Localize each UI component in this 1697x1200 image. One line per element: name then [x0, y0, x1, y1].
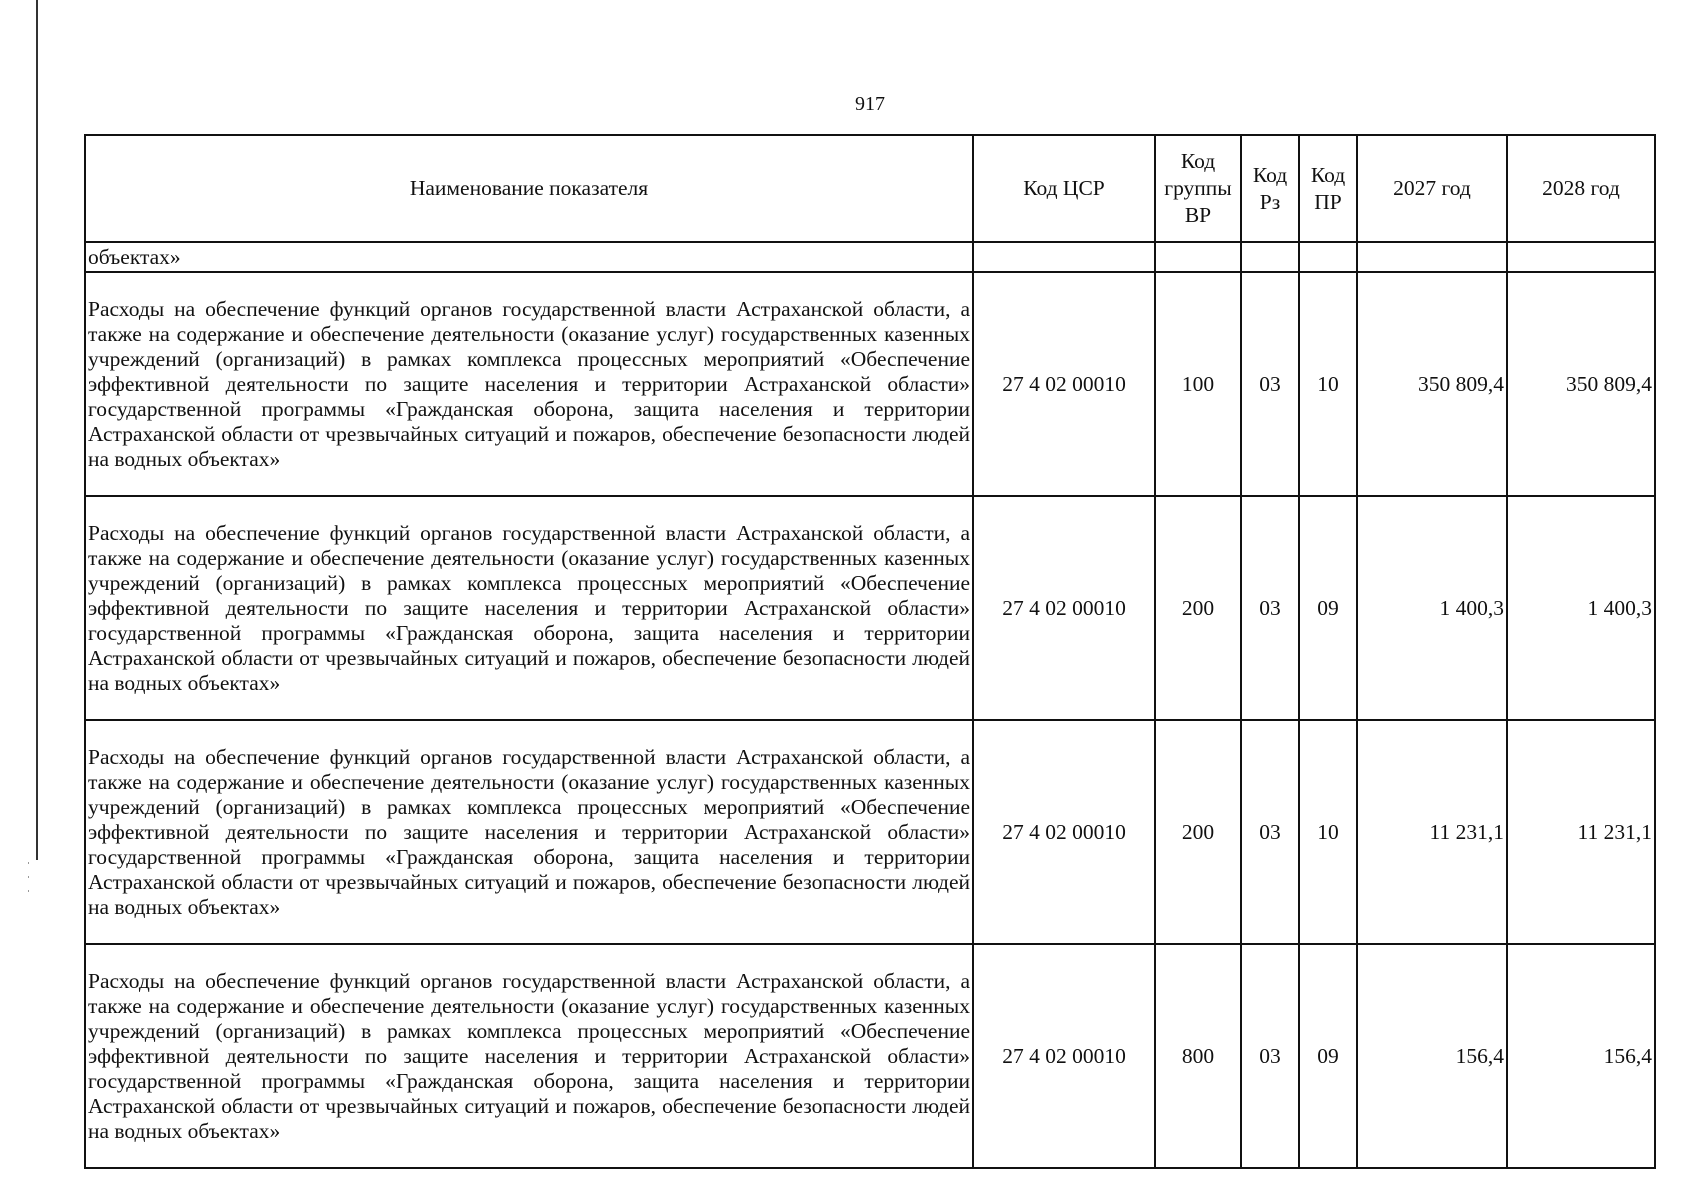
table-row-continuation [85, 242, 1655, 272]
cell-rz [1241, 242, 1299, 272]
header-vr: Код группы ВР [1155, 135, 1241, 242]
table-row [85, 496, 1655, 720]
header-rz: Код Рз [1241, 135, 1299, 242]
header-2028: 2028 год [1507, 135, 1655, 242]
cell-2027: 350 809,4 [1357, 272, 1507, 496]
cell-csr: 27 4 02 00010 [973, 272, 1155, 496]
cell-name: объектах» [85, 242, 973, 272]
cell-csr: 27 4 02 00010 [973, 720, 1155, 944]
cell-rz: 03 [1241, 944, 1299, 1168]
binding-mark [28, 876, 29, 878]
table-row [85, 272, 1655, 496]
header-2027: 2027 год [1357, 135, 1507, 242]
header-name: Наименование показателя [85, 135, 973, 242]
cell-2027 [1357, 242, 1507, 272]
cell-2028: 11 231,1 [1507, 720, 1655, 944]
cell-vr: 200 [1155, 720, 1241, 944]
cell-name: Расходы на обеспечение функций органов государственной власти Астраханской области, а также на содержание и обеспечение деятельности (оказание услуг) государственных казенных учреждений (организаций) в рамках комплекса процессных мероприятий «Обеспечение эффективной деятельности по защите населения и территории Астраханской области» государственной программы «Гражданская оборона, защита населения и территории Астраханской области от чрезвычайных ситуаций и пожаров, обеспечение безопасности людей на водных объектах» [85, 496, 973, 720]
binding-mark [28, 862, 29, 864]
cell-name: Расходы на обеспечение функций органов государственной власти Астраханской области, а также на содержание и обеспечение деятельности (оказание услуг) государственных казенных учреждений (организаций) в рамках комплекса процессных мероприятий «Обеспечение эффективной деятельности по защите населения и территории Астраханской области» государственной программы «Гражданская оборона, защита населения и территории Астраханской области от чрезвычайных ситуаций и пожаров, обеспечение безопасности людей на водных объектах» [85, 720, 973, 944]
cell-pr: 09 [1299, 496, 1357, 720]
cell-rz: 03 [1241, 272, 1299, 496]
cell-csr: 27 4 02 00010 [973, 944, 1155, 1168]
cell-csr: 27 4 02 00010 [973, 496, 1155, 720]
cell-rz: 03 [1241, 496, 1299, 720]
budget-table [84, 134, 1656, 1169]
cell-name: Расходы на обеспечение функций органов государственной власти Астраханской области, а также на содержание и обеспечение деятельности (оказание услуг) государственных казенных учреждений (организаций) в рамках комплекса процессных мероприятий «Обеспечение эффективной деятельности по защите населения и территории Астраханской области» государственной программы «Гражданская оборона, защита населения и территории Астраханской области от чрезвычайных ситуаций и пожаров, обеспечение безопасности людей на водных объектах» [85, 944, 973, 1168]
cell-name: Расходы на обеспечение функций органов государственной власти Астраханской области, а также на содержание и обеспечение деятельности (оказание услуг) государственных казенных учреждений (организаций) в рамках комплекса процессных мероприятий «Обеспечение эффективной деятельности по защите населения и территории Астраханской области» государственной программы «Гражданская оборона, защита населения и территории Астраханской области от чрезвычайных ситуаций и пожаров, обеспечение безопасности людей на водных объектах» [85, 272, 973, 496]
cell-2028: 156,4 [1507, 944, 1655, 1168]
cell-vr: 200 [1155, 496, 1241, 720]
cell-2027: 11 231,1 [1357, 720, 1507, 944]
cell-csr [973, 242, 1155, 272]
table-row [85, 720, 1655, 944]
cell-2027: 1 400,3 [1357, 496, 1507, 720]
binding-margin-line [36, 0, 38, 860]
cell-vr: 800 [1155, 944, 1241, 1168]
cell-2028: 1 400,3 [1507, 496, 1655, 720]
cell-pr: 09 [1299, 944, 1357, 1168]
cell-vr [1155, 242, 1241, 272]
binding-mark [28, 890, 29, 892]
cell-2028 [1507, 242, 1655, 272]
table-row [85, 944, 1655, 1168]
cell-pr: 10 [1299, 720, 1357, 944]
page-number: 917 [855, 93, 885, 115]
cell-pr [1299, 242, 1357, 272]
header-pr: Код ПР [1299, 135, 1357, 242]
header-csr: Код ЦСР [973, 135, 1155, 242]
cell-rz: 03 [1241, 720, 1299, 944]
cell-2028: 350 809,4 [1507, 272, 1655, 496]
cell-pr: 10 [1299, 272, 1357, 496]
table-header-row [85, 135, 1655, 242]
cell-vr: 100 [1155, 272, 1241, 496]
cell-2027: 156,4 [1357, 944, 1507, 1168]
